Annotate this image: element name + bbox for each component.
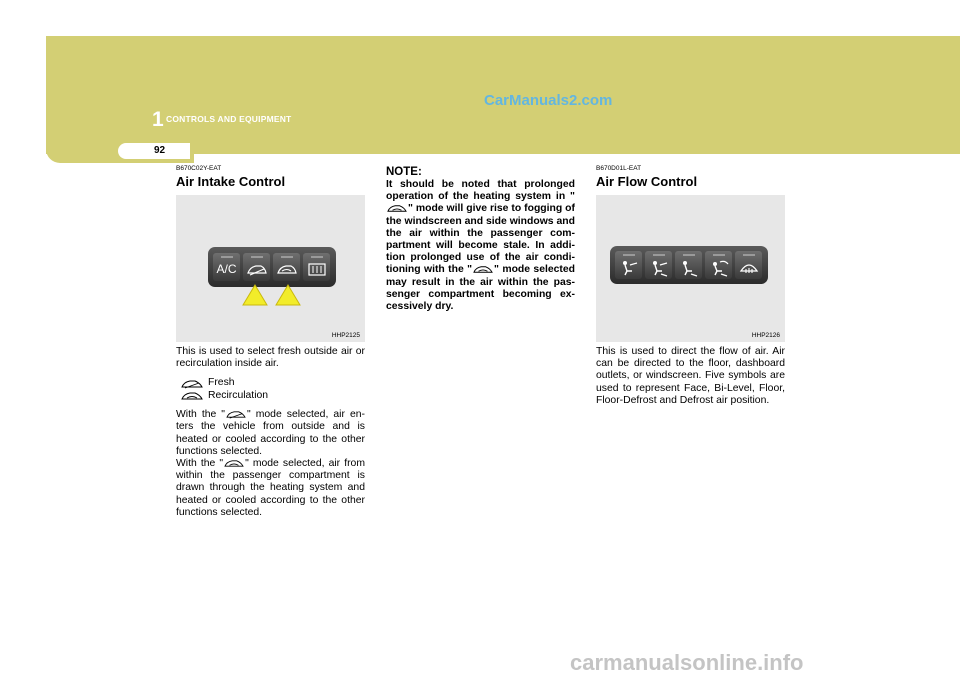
air-flow-panel xyxy=(610,246,768,284)
recirculation-mode-paragraph: With the " " mode selected, air from within the passenger compartment is drawn through the heating system and heated or cooled according to the other functions selected. xyxy=(176,458,365,518)
intro-text: This is used to select fresh outside air or recirculation inside air. xyxy=(176,346,365,370)
note-text: It should be noted that prolonged operation of the heating system in "" mode will give rise to fogging of the windscreen and side windows and the air within the passenger com-partment will become stale. In addi-tion prolonged use of the air condi-tioning with the " " mode selected may result in the air within the pas-senger compartment becoming ex-cessively dry. xyxy=(386,179,575,313)
floor-defrost-button xyxy=(705,251,732,279)
recirculation-label: Recirculation xyxy=(208,389,269,401)
air-flow-section xyxy=(596,165,785,407)
section-code: B670D01L-EAT xyxy=(596,165,642,172)
car-fresh-air-icon xyxy=(180,379,204,389)
legend-fresh xyxy=(180,377,365,389)
control-panel xyxy=(208,247,336,287)
floor-button xyxy=(675,251,702,279)
car-recirculation-icon xyxy=(472,265,494,274)
chapter-title: CONTROLS AND EQUIPMENT xyxy=(166,114,292,124)
bi-level-mode-icon xyxy=(649,259,669,277)
rear-defrost-icon xyxy=(307,262,327,278)
note-title: NOTE: xyxy=(386,166,422,178)
defrost-button xyxy=(735,251,762,279)
bottom-watermark[interactable]: carmanualsonline.info xyxy=(570,650,804,675)
face-mode-icon xyxy=(619,259,639,277)
floor-defrost-mode-icon xyxy=(709,259,729,277)
bi-level-button xyxy=(645,251,672,279)
arrow-up-icon xyxy=(242,284,268,306)
car-recirculation-icon xyxy=(386,204,408,213)
rear-defrost-button xyxy=(303,253,330,281)
page-number: 92 xyxy=(118,143,190,159)
floor-mode-icon xyxy=(679,259,699,277)
car-fresh-air-icon xyxy=(225,410,247,419)
air-intake-section xyxy=(176,165,365,519)
chapter-number: 1 xyxy=(152,108,164,131)
ac-label: A/C xyxy=(216,262,237,276)
legend-recirculation xyxy=(180,390,365,402)
fresh-mode-paragraph: With the " " mode selected, air en-ters the vehicle from outside and is heated or cooled according to the other functions selected. xyxy=(176,409,365,457)
arrow-up-icon xyxy=(275,284,301,306)
section-title: Air Flow Control xyxy=(596,174,698,189)
face-button xyxy=(615,251,642,279)
note-section xyxy=(386,166,575,313)
car-recirculation-icon xyxy=(276,263,298,277)
air-intake-figure xyxy=(176,195,365,342)
fresh-label: Fresh xyxy=(208,377,235,389)
air-flow-figure xyxy=(596,195,785,342)
recirculation-button xyxy=(273,253,300,281)
car-recirculation-icon xyxy=(180,391,204,401)
car-recirculation-icon xyxy=(223,459,245,468)
section-title: Air Intake Control xyxy=(176,174,286,189)
section-code: B670C02Y-EAT xyxy=(176,165,222,172)
top-watermark[interactable]: CarManuals2.com xyxy=(484,92,613,109)
figure-code: HHP2125 xyxy=(331,332,360,339)
defrost-mode-icon xyxy=(739,259,759,277)
ac-button xyxy=(213,253,240,281)
figure-code: HHP2126 xyxy=(751,332,780,339)
mode-legend xyxy=(180,377,365,402)
air-flow-text: This is used to direct the flow of air. Air can be directed to the floor, dashboard outlets, or windscreen. Five symbols are used to represent Face, Bi-Level, Floor, Floor-Defrost and Defrost air position. xyxy=(596,346,785,406)
fresh-air-button xyxy=(243,253,270,281)
car-fresh-air-icon xyxy=(246,263,268,277)
